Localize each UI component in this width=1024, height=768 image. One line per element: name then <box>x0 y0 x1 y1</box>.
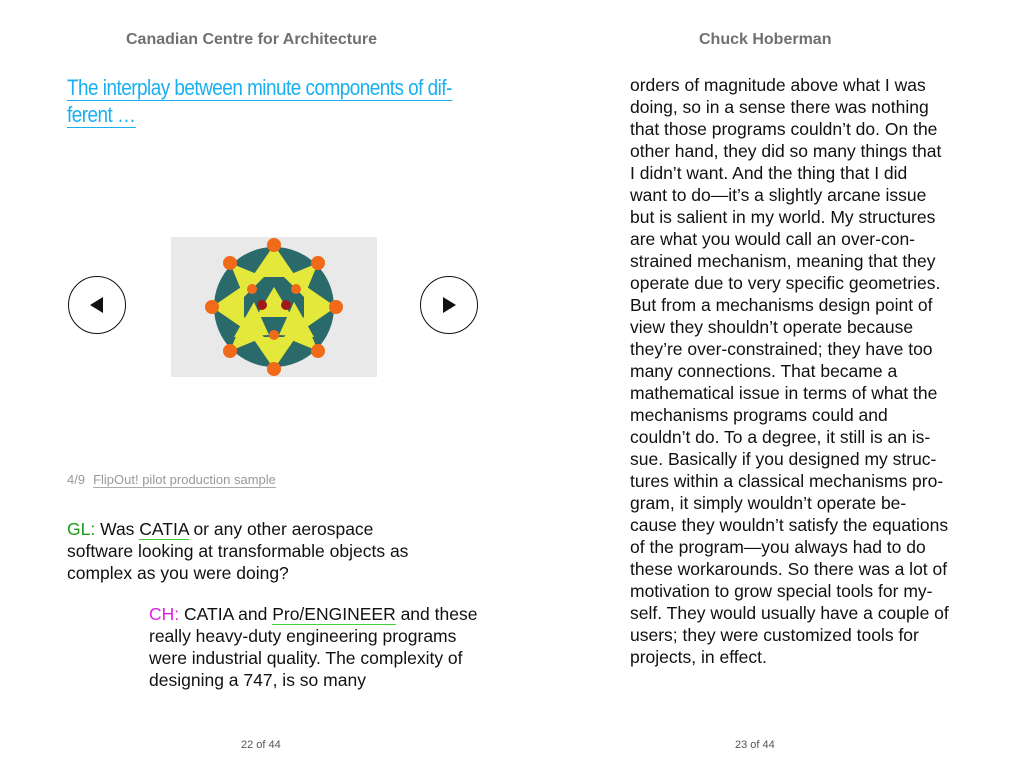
right-running-header: Chuck Hoberman <box>699 31 832 48</box>
body-line: want to do—it’s a slightly arcane issue <box>630 185 927 205</box>
catia-link[interactable]: CATIA <box>139 519 189 539</box>
body-line: mathematical issue in terms of what the <box>630 383 938 403</box>
interview-answer <box>149 603 479 691</box>
headline-line-2[interactable]: ferent … <box>67 102 136 127</box>
right-page-body <box>630 74 970 668</box>
body-line: gram, it simply wouldn’t operate be- <box>630 493 907 513</box>
body-line: strained mechanism, meaning that they <box>630 251 936 271</box>
body-line: orders of magnitude above what I was <box>630 75 926 95</box>
question-text: Was <box>95 519 140 539</box>
flipout-sculpture-image <box>171 237 377 377</box>
next-image-button[interactable] <box>420 276 478 334</box>
figure-caption-link[interactable]: FlipOut! pilot production sample <box>93 472 276 487</box>
body-line: couldn’t do. To a degree, it still is an is- <box>630 427 931 447</box>
body-line: operate due to very specific geometries. <box>630 273 941 293</box>
body-line: mechanisms programs could and <box>630 405 888 425</box>
body-line: other hand, they did so many things that <box>630 141 942 161</box>
body-line: cause they wouldn’t satisfy the equations <box>630 515 949 535</box>
section-headline-link[interactable] <box>67 74 480 128</box>
gallery-image[interactable] <box>171 237 377 377</box>
body-line: sue. Basically if you designed my struc- <box>630 449 937 469</box>
right-page-number: 23 of 44 <box>735 739 775 751</box>
answer-text: and these really heavy-duty engineering programs were industrial quality. The complexity of designing a 747, is so many <box>149 604 478 690</box>
answer-text: CATIA and <box>179 604 273 624</box>
body-line: projects, in effect. <box>630 647 767 667</box>
figure-counter: 4/9 <box>67 472 86 487</box>
interview-question <box>67 518 427 584</box>
speaker-ch: CH: <box>149 604 180 624</box>
body-line: these workarounds. So there was a lot of <box>630 559 948 579</box>
triangle-right-icon <box>441 296 457 314</box>
body-line: of the program—you always had to do <box>630 537 926 557</box>
body-line: view they shouldn’t operate because <box>630 317 914 337</box>
body-line: self. They would usually have a couple of <box>630 603 949 623</box>
pro-engineer-link[interactable]: Pro/ENGINEER <box>272 604 396 624</box>
body-line: tures within a classical mechanisms pro- <box>630 471 944 491</box>
speaker-gl: GL: <box>67 519 96 539</box>
body-line: I didn’t want. And the thing that I did <box>630 163 908 183</box>
left-running-header: Canadian Centre for Architecture <box>126 31 378 48</box>
body-line: But from a mechanisms design point of <box>630 295 933 315</box>
headline-line-1[interactable]: The interplay between minute components of dif- <box>67 75 452 100</box>
triangle-left-icon <box>89 296 105 314</box>
question-text: or any other aerospace software looking at transformable objects as complex as you were doing? <box>67 519 409 583</box>
body-line: motivation to grow special tools for my- <box>630 581 933 601</box>
body-line: they’re over-constrained; they have too <box>630 339 933 359</box>
body-line: users; they were customized tools for <box>630 625 919 645</box>
body-line: doing, so in a sense there was nothing <box>630 97 929 117</box>
figure-caption <box>67 472 276 487</box>
body-line: many connections. That became a <box>630 361 898 381</box>
body-line: but is salient in my world. My structures <box>630 207 936 227</box>
left-page-number: 22 of 44 <box>241 739 281 751</box>
previous-image-button[interactable] <box>68 276 126 334</box>
body-line: that those programs couldn’t do. On the <box>630 119 938 139</box>
body-line: are what you would call an over-con- <box>630 229 916 249</box>
